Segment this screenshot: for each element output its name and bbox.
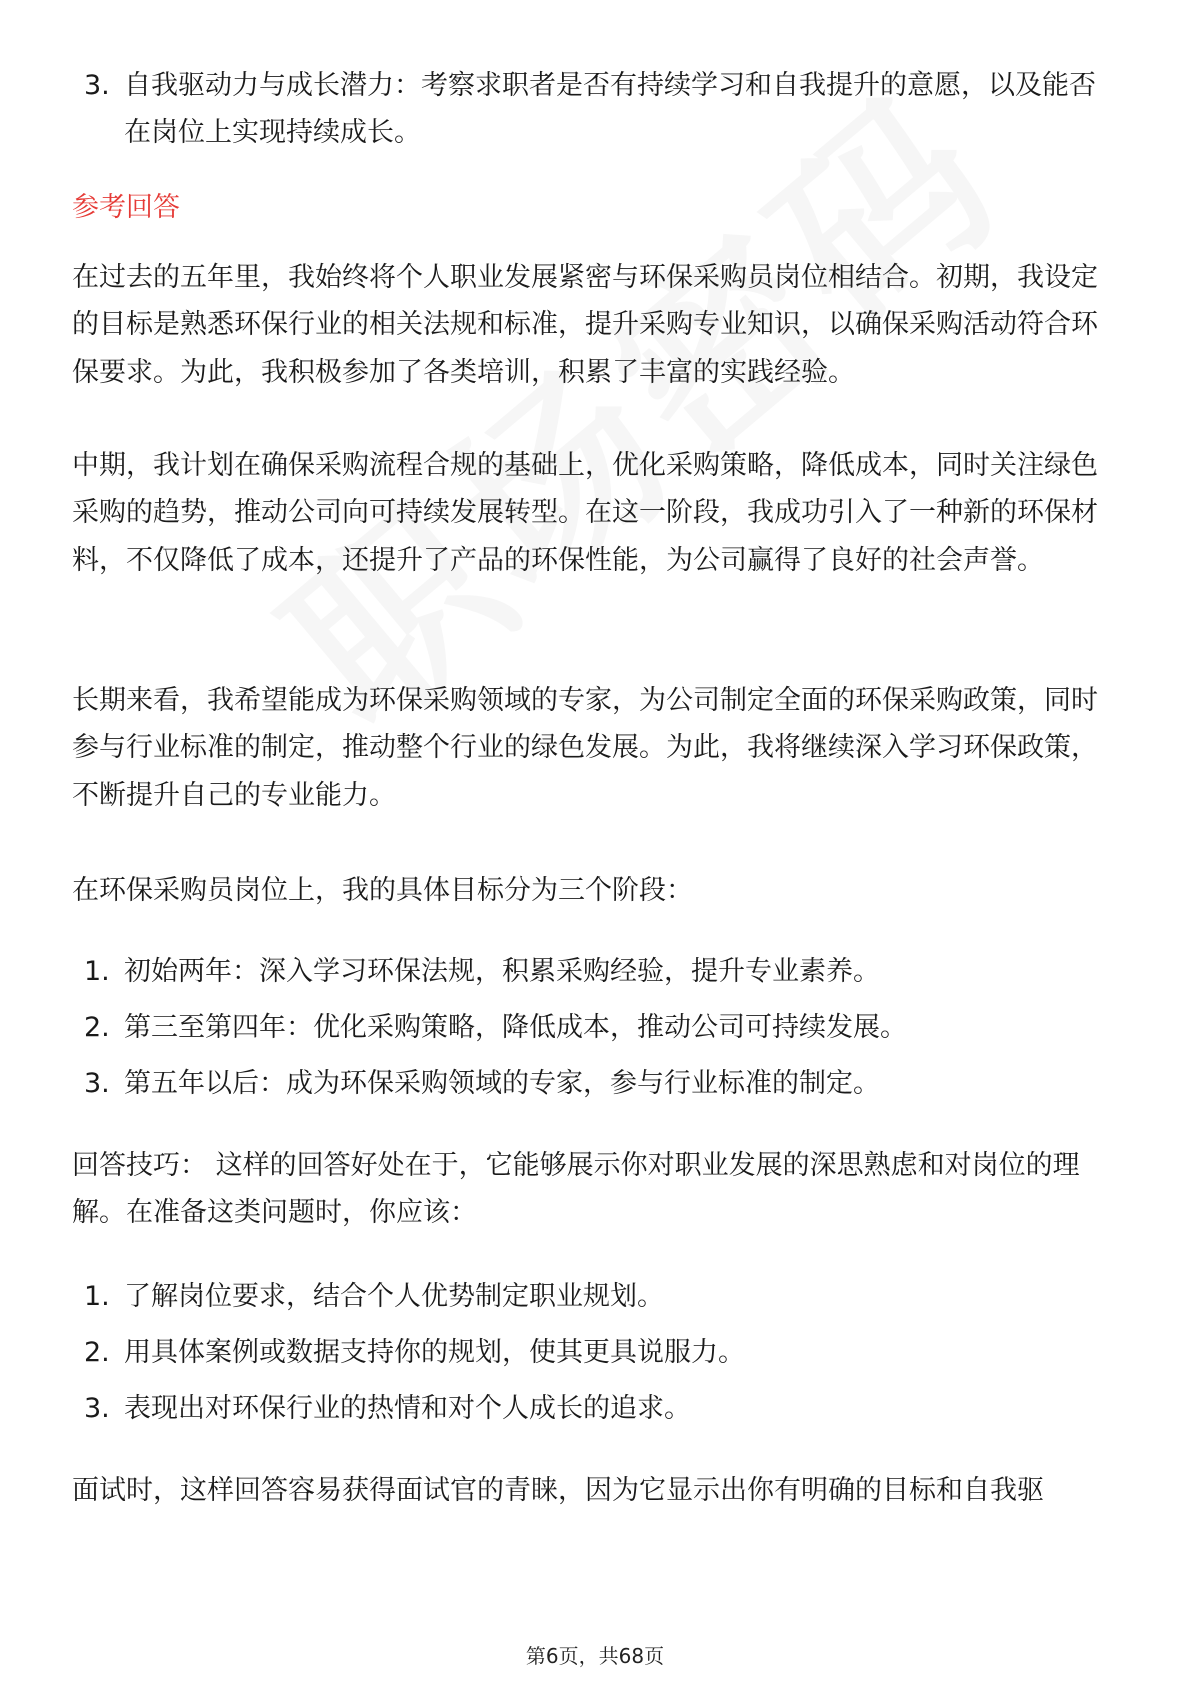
paragraph: 在过去的五年里，我始终将个人职业发展紧密与环保采购员岗位相结合。初期，我设定的目标是熟悉环保行业的相关法规和标准，提升采购专业知识，以确保采购活动符合环保要求。为此，我积极参加了各类培训，积累了丰富的实践经验。 — [72, 262, 1098, 388]
list-text: 表现出对环保行业的热情和对个人成长的追求。 — [124, 1393, 691, 1424]
list-number: 3. — [84, 1068, 110, 1099]
list-item — [72, 1385, 1118, 1432]
list-item — [72, 62, 1118, 157]
list-text: 了解岗位要求，结合个人优势制定职业规划。 — [124, 1281, 664, 1312]
list-number: 1. — [84, 956, 110, 987]
list-item — [72, 1060, 1118, 1107]
page-footer: 第6页，共68页 — [525, 1644, 665, 1668]
list-number: 2. — [84, 1012, 110, 1043]
list-number: 3. — [84, 70, 110, 101]
section-heading: 参考回答 — [72, 192, 180, 223]
list-number: 3. — [84, 1393, 110, 1424]
list-number: 1. — [84, 1281, 110, 1312]
list-item — [72, 1004, 1118, 1051]
list-item — [72, 1273, 1118, 1320]
tips-intro: 回答技巧： 这样的回答好处在于，它能够展示你对职业发展的深思熟虑和对岗位的理解。在准备这类问题时，你应该： — [72, 1150, 1080, 1229]
paragraph: 长期来看，我希望能成为环保采购领域的专家，为公司制定全面的环保采购政策，同时参与行业标准的制定，推动整个行业的绿色发展。为此，我将继续深入学习环保政策，不断提升自己的专业能力。 — [72, 685, 1098, 811]
closing-paragraph: 面试时，这样回答容易获得面试官的青睐，因为它显示出你有明确的目标和自我驱 — [72, 1475, 1044, 1506]
list-text: 初始两年：深入学习环保法规，积累采购经验，提升专业素养。 — [124, 956, 880, 987]
list-item — [72, 948, 1118, 995]
list-number: 2. — [84, 1337, 110, 1368]
list-text: 用具体案例或数据支持你的规划，使其更具说服力。 — [124, 1337, 745, 1368]
paragraph: 在环保采购员岗位上，我的具体目标分为三个阶段： — [72, 875, 693, 906]
list-item — [72, 1329, 1118, 1376]
list-text: 第三至第四年：优化采购策略，降低成本，推动公司可持续发展。 — [124, 1012, 907, 1043]
list-text: 第五年以后：成为环保采购领域的专家，参与行业标准的制定。 — [124, 1068, 880, 1099]
list-text: 自我驱动力与成长潜力：考察求职者是否有持续学习和自我提升的意愿，以及能否在岗位上实现持续成长。 — [124, 70, 1096, 149]
paragraph: 中期，我计划在确保采购流程合规的基础上，优化采购策略，降低成本，同时关注绿色采购的趋势，推动公司向可持续发展转型。在这一阶段，我成功引入了一种新的环保材料，不仅降低了成本，还提升了产品的环保性能，为公司赢得了良好的社会声誉。 — [72, 450, 1098, 576]
